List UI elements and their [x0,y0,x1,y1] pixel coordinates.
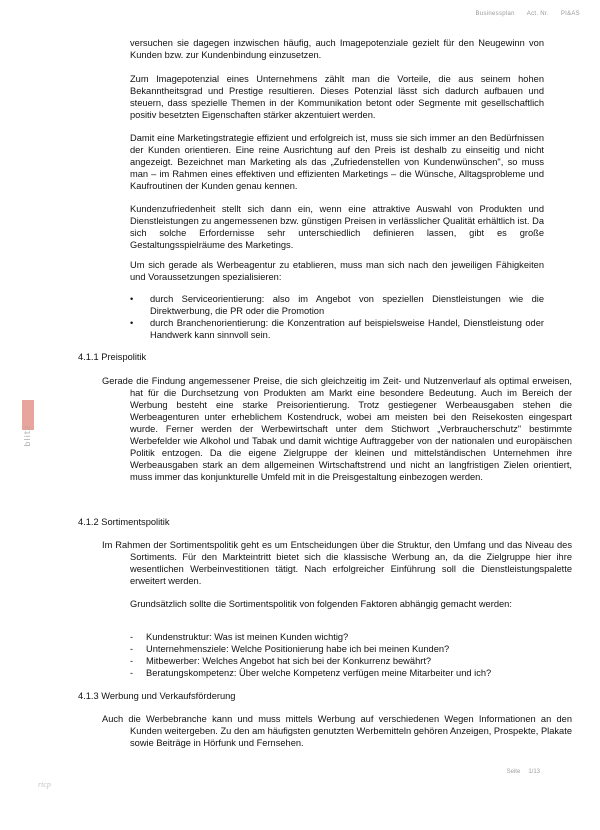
section-heading: 4.1.1 Preispolitik [78,352,147,362]
list-item: - Unternehmensziele: Welche Positionierung habe ich bei meinen Kunden? [130,644,450,654]
dash-list [130,631,544,679]
side-brand-logo [22,400,34,480]
paragraph: Um sich gerade als Werbeagentur zu etablieren, muss man sich nach den jeweiligen Fähigkeiten und Voraussetzungen spezialisieren: [130,260,544,282]
brand-right: blitz [23,424,32,447]
bullet-list [130,293,544,341]
page-header [466,11,581,17]
list-item: - Kundenstruktur: Was ist meinen Kunden wichtig? [130,632,349,642]
paragraph: Gerade die Findung angemessener Preise, die sich gleichzeitig im Zeit- und Nutzenverlauf als optimal erweisen, hat für die Durchsetzung von Produkten am Markt eine besondere Bedeutung. Auch im Bereich der Werbung besteht eine starke Preisorientierung. Trotz gestiegener Werbeausgaben stehen die Werbeagenturen unter erheblichem Kostendruck, wobei am meisten bei den Reisekosten eingespart wurde. Ferner werden der Werbewirtschaft unter dem Stichwort „Verbraucherschutz" bestimmte Werbefelder wie Alkohol und Tabak und damit wichtige Auftraggeber von der nationalen und europäischen Politik entzogen. Da die eigene Zielgruppe der kleinen und mittelständischen Unternehmen ihre Werbeausgaben stark an dem allgemeinen Wirtschaftstrend und nicht an langfristigen Zielen orientiert, muss immer das konjunkturelle Umfeld mit in die Preisgestaltung einbezogen werden. [102,376,572,482]
footer-mark: rtcp [38,780,51,789]
header-part: PI&AS [560,11,580,17]
list-item: • durch Branchenorientierung: die Konzentration auf beispielsweise Handel, Dienstleistung oder Handwerk kann sinnvoll sein. [130,318,544,340]
brand-vertical-text [22,400,34,480]
page-label: Seite [506,769,521,775]
section-heading: 4.1.3 Werbung und Verkaufsförderung [78,691,236,701]
section-body [102,713,572,749]
header-title: Businessplan [475,11,515,17]
header-part: Act. Nr. [526,11,549,17]
paragraph: versuchen sie dagegen inzwischen häufig, auch Imagepotenziale gezielt für den Neugewinn von Kunden bzw. zur Kundenbindung einzusetzen. [130,38,544,60]
page-count: 1/13 [528,769,540,775]
list-item: - Mitbewerber: Welches Angebot hat sich bei der Konkurrenz bewährt? [130,656,432,666]
paragraph: Grundsätzlich sollte die Sortimentspolitik von folgenden Faktoren abhängig gemacht werden: [130,599,512,609]
list-item: • durch Serviceorientierung: also im Angebot von speziellen Dienstleistungen wie die Direktwerbung, die PR oder die Promotion [130,294,544,316]
paragraph: Damit eine Marketingstrategie effizient und erfolgreich ist, muss sie sich immer an den Bedürfnissen der Kunden orientieren. Eine reine Ausrichtung auf den Preis ist deshalb zu einseitig und nicht angezeigt. Bezeichnet man Marketing als das „Zufriedenstellen von Kundenwünschen", so muss man – im Rahmen eines effektiven und effizienten Marketings – die Wünsche, Alltagsprobleme und Kaufroutinen der Kunden genau kennen. [130,133,544,191]
brand-left: FORM [23,449,32,477]
section-heading: 4.1.2 Sortimentspolitik [78,517,170,527]
section-body [102,375,572,483]
page-number [499,769,540,775]
list-item: - Beratungskompetenz: Über welche Kompetenz verfügen meine Mitarbeiter und ich? [130,668,492,678]
section-body [102,539,572,587]
paragraph: Auch die Werbebranche kann und muss mittels Werbung auf verschiedenen Wegen Informationen an den Kunden weitergeben. Zu den am häufigsten genutzten Werbemitteln gehören Anzeigen, Prospekte, Plakate sowie Beiträge in Hörfunk und Fernsehen. [102,714,572,748]
paragraph: Im Rahmen der Sortimentspolitik geht es um Entscheidungen über die Struktur, den Umfang und das Niveau des Sortiments. Für den Markteintritt bietet sich die klassische Werbung an, da die Zielgruppe hier ihre wesentlichen Werbeinvestitionen tätigt. Nach erfolgreicher Einführung soll die Dienstleistungspalette erweitert werden. [102,540,572,586]
paragraph: Zum Imagepotenzial eines Unternehmens zählt man die Vorteile, die aus seinem hohen Bekanntheitsgrad und Prestige resultieren. Dieses Potenzial lässt sich dadurch aufbauen und steuern, dass spezielle Themen in der Kommunikation betont oder Segmente mit gesellschaftlich positiv besetzten Eigenschaften stärker akzentuiert werden. [130,74,544,120]
paragraph: Kundenzufriedenheit stellt sich dann ein, wenn eine attraktive Auswahl von Produkten und Dienstleistungen zu angemessenen bzw. günstigen Preisen in verlässlicher Qualität erhältlich ist. Da sich solche Erfordernisse sehr unterschiedlich definieren lassen, gibt es große Gestaltungsspielräume des Marketings. [130,204,544,250]
